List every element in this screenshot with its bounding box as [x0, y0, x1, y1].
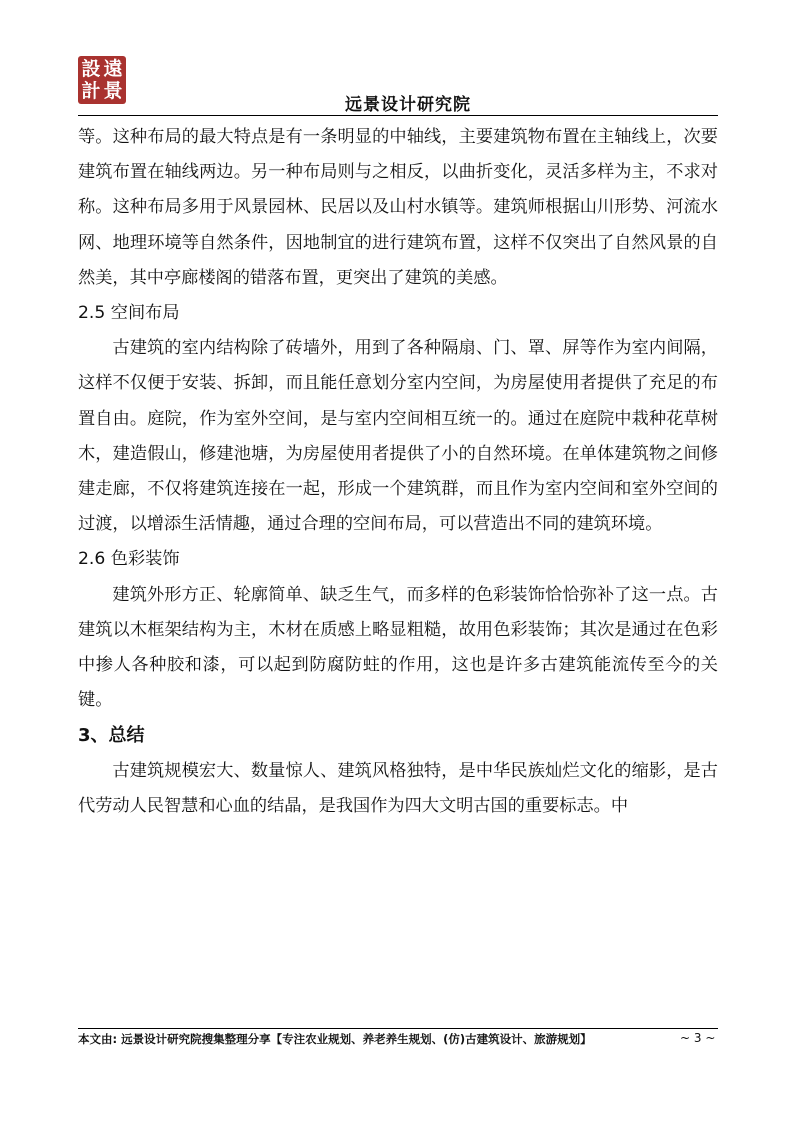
paragraph-spatial-layout: 古建筑的室内结构除了砖墙外，用到了各种隔扇、门、罩、屏等作为室内间隔，这样不仅便于安装、拆卸，而且能任意划分室内空间，为房屋使用者提供了充足的布置自由。庭院，作为室外空间，是与室内空间相互统一的。通过在庭院中栽种花草树木，建造假山，修建池塘，为房屋使用者提供了小的自然环境。在单体建筑物之间修建走廊，不仅将建筑连接在一起，形成一个建筑群，而且作为室内空间和室外空间的过渡，以增添生活情趣，通过合理的空间布局，可以营造出不同的建筑环境。	[78, 338, 718, 535]
institute-logo-seal	[78, 56, 126, 104]
footer-divider	[78, 1028, 718, 1029]
logo-char: 計	[81, 80, 101, 102]
footer-source-note: 本文由: 远景设计研究院搜集整理分享【专注农业规划、养老养生规划、(仿)古建筑设计、旅游规划】	[78, 1032, 592, 1046]
paragraph-color-decoration: 建筑外形方正、轮廓简单、缺乏生气，而多样的色彩装饰恰恰弥补了这一点。古建筑以木框架结构为主，木材在质感上略显粗糙，故用色彩装饰；其次是通过在色彩中掺人各种胶和漆，可以起到防腐防蛀的作用，这也是许多古建筑能流传至今的关键。	[78, 584, 718, 711]
logo-char: 遠	[103, 58, 123, 80]
logo-char: 景	[103, 80, 123, 102]
page-number: ~ 3 ~	[680, 1031, 716, 1045]
document-body	[78, 120, 718, 824]
paragraph-layout-continuation: 等。这种布局的最大特点是有一条明显的中轴线，主要建筑物布置在主轴线上，次要建筑布置在轴线两边。另一种布局则与之相反，以曲折变化，灵活多样为主，不求对称。这种布局多用于风景园林、民居以及山村水镇等。建筑师根据山川形势、河流水网、地理环境等自然条件，因地制宜的进行建筑布置，这样不仅突出了自然风景的自然美，其中亭廊楼阁的错落布置，更突出了建筑的美感。	[78, 127, 718, 288]
section-heading-2-5: 2.5 空间布局	[78, 303, 180, 324]
header-title: 远景设计研究院	[345, 95, 471, 115]
logo-char: 設	[81, 58, 101, 80]
section-heading-3: 3、总结	[78, 725, 145, 747]
paragraph-summary: 古建筑规模宏大、数量惊人、建筑风格独特，是中华民族灿烂文化的缩影，是古代劳动人民智慧和心血的结晶，是我国作为四大文明古国的重要标志。中	[78, 760, 718, 816]
header-divider	[78, 115, 718, 116]
section-heading-2-6: 2.6 色彩装饰	[78, 549, 180, 570]
